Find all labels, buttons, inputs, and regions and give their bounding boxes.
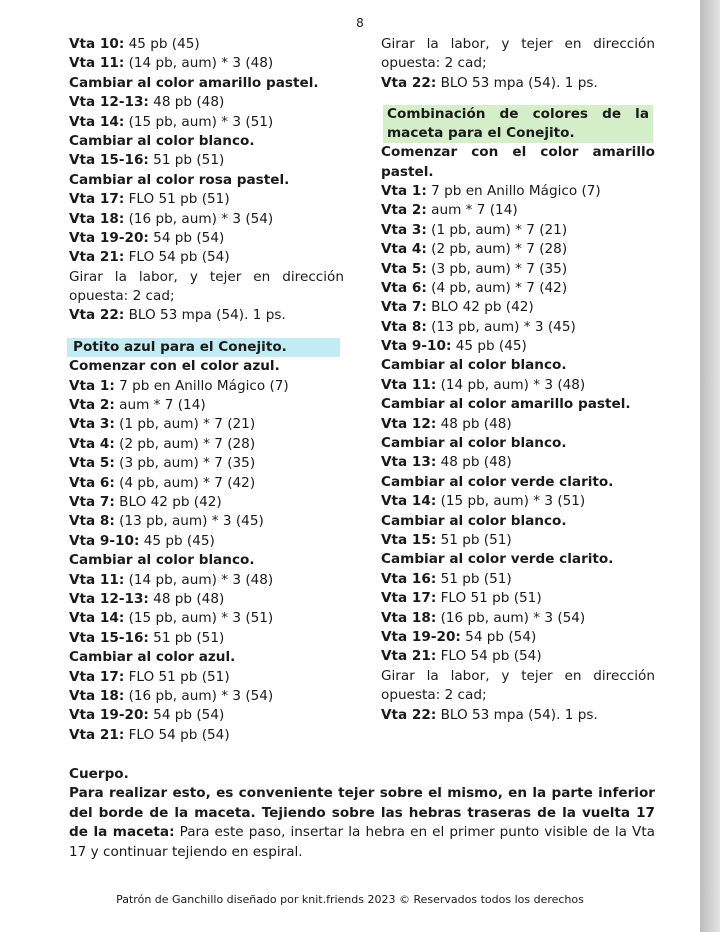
round-instruction (69, 474, 344, 493)
color-instruction: Cambiar al color blanco. (69, 132, 255, 149)
right-top-rows (381, 35, 655, 93)
round-text: FLO 54 pb (54) (124, 249, 230, 266)
text-line: Girar la labor, y tejer en dirección (381, 36, 655, 52)
round-text: (1 pb, aum) * 7 (21) (426, 221, 568, 238)
round-label: Vta 15-16: (69, 629, 149, 646)
round-instruction (381, 376, 655, 395)
potito-heading: Potito azul para el Conejito. (67, 338, 340, 357)
round-instruction (69, 435, 344, 454)
color-instruction: Cambiar al color blanco. (381, 357, 567, 374)
round-text: (2 pb, aum) * 7 (28) (114, 435, 256, 452)
cuerpo-section (69, 765, 656, 860)
round-instruction (69, 35, 344, 54)
round-instruction (69, 629, 344, 648)
round-label: Vta 19-20: (69, 229, 149, 246)
round-instruction (69, 93, 344, 112)
round-label: Vta 7: (69, 493, 115, 510)
round-label: Vta 22: (381, 706, 437, 723)
round-instruction (381, 260, 655, 279)
round-text: aum * 7 (14) (426, 202, 518, 219)
round-text: 45 pb (45) (451, 338, 527, 355)
round-label: Vta 4: (69, 435, 115, 452)
round-label: Vta 11: (69, 55, 125, 72)
round-text: BLO 53 mpa (54). 1 ps. (436, 74, 598, 91)
round-instruction (381, 628, 655, 647)
round-label: Vta 14: (69, 610, 125, 627)
round-instruction (69, 229, 344, 248)
round-label: Vta 6: (69, 474, 115, 491)
round-label: Vta 6: (381, 279, 427, 296)
round-instruction (69, 210, 344, 229)
left-column (69, 35, 344, 745)
round-label: Vta 21: (381, 648, 437, 665)
round-text: 7 pb en Anillo Mágico (7) (426, 182, 601, 199)
round-label: Vta 12-13: (69, 94, 149, 111)
round-label: Vta 14: (381, 493, 437, 510)
text-line: opuesta: 2 cad; (381, 55, 487, 72)
round-text: (14 pb, aum) * 3 (48) (124, 55, 274, 72)
round-instruction (381, 240, 655, 259)
round-label: Vta 15: (381, 531, 437, 548)
color-instruction: Cambiar al color blanco. (69, 552, 255, 569)
round-text: 45 pb (45) (124, 36, 200, 52)
round-instruction (69, 571, 344, 590)
color-instruction: Comenzar con el color azul. (69, 358, 280, 375)
page-edge (700, 0, 720, 932)
color-instruction: pastel. (381, 163, 434, 180)
cuerpo-paragraph (69, 784, 656, 860)
maceta-heading-line-1: Combinación de colores de la (387, 106, 649, 123)
round-instruction (69, 726, 344, 745)
round-instruction (69, 415, 344, 434)
round-label: Vta 18: (69, 210, 125, 227)
round-text: (13 pb, aum) * 3 (45) (114, 513, 264, 530)
color-instruction: Comenzar con el color amarillo (381, 144, 655, 161)
round-text: FLO 51 pb (51) (124, 668, 230, 685)
round-instruction (69, 668, 344, 687)
round-label: Vta 18: (381, 609, 437, 626)
round-text: (2 pb, aum) * 7 (28) (426, 241, 568, 258)
round-label: Vta 18: (69, 687, 125, 704)
round-text: 54 pb (54) (148, 229, 225, 246)
round-instruction (381, 570, 655, 589)
round-instruction (69, 493, 344, 512)
round-instruction (69, 687, 344, 706)
maceta-heading (383, 105, 653, 143)
round-instruction (69, 609, 344, 628)
round-label: Vta 1: (381, 182, 427, 199)
text-line: Girar la labor, y tejer en dirección (381, 667, 655, 684)
round-text: BLO 42 pb (42) (114, 493, 222, 510)
left-column-rows (69, 35, 344, 326)
round-label: Vta 5: (69, 455, 115, 472)
round-text: (14 pb, aum) * 3 (48) (436, 376, 586, 393)
round-text: 51 pb (51) (436, 531, 512, 548)
round-text: 51 pb (51) (436, 570, 512, 587)
round-instruction (381, 201, 655, 220)
round-label: Vta 1: (69, 377, 115, 394)
round-text: FLO 51 pb (51) (436, 590, 542, 607)
round-label: Vta 9-10: (69, 532, 140, 549)
section-spacer (69, 326, 344, 336)
round-text: 48 pb (48) (148, 94, 225, 111)
round-instruction (381, 706, 655, 725)
round-instruction (381, 589, 655, 608)
round-instruction (69, 532, 344, 551)
round-label: Vta 10: (69, 36, 125, 52)
round-instruction (69, 306, 344, 325)
round-text: (16 pb, aum) * 3 (54) (124, 687, 274, 704)
section-spacer (381, 93, 655, 103)
round-instruction (69, 706, 344, 725)
round-text: 45 pb (45) (139, 532, 215, 549)
round-label: Vta 19-20: (381, 628, 461, 645)
round-instruction (381, 74, 655, 93)
round-text: BLO 53 mpa (54). 1 ps. (436, 706, 598, 723)
round-label: Vta 14: (69, 113, 125, 130)
round-text: (15 pb, aum) * 3 (51) (124, 113, 274, 130)
round-instruction (381, 415, 655, 434)
right-column (381, 35, 655, 725)
round-label: Vta 2: (381, 202, 427, 219)
round-label: Vta 12: (381, 415, 437, 432)
round-label: Vta 7: (381, 299, 427, 316)
round-label: Vta 13: (381, 454, 437, 471)
potito-rows (69, 357, 344, 745)
color-instruction: Cambiar al color amarillo pastel. (69, 74, 319, 91)
color-instruction: Cambiar al color verde clarito. (381, 473, 614, 490)
round-label: Vta 22: (381, 74, 437, 91)
round-text: 54 pb (54) (460, 628, 537, 645)
round-instruction (381, 279, 655, 298)
round-label: Vta 19-20: (69, 707, 149, 724)
round-label: Vta 3: (69, 416, 115, 433)
text-line: opuesta: 2 cad; (381, 687, 487, 704)
round-text: 54 pb (54) (148, 707, 225, 724)
round-text: (3 pb, aum) * 7 (35) (426, 260, 568, 277)
maceta-heading-line-2: maceta para el Conejito. (387, 125, 575, 142)
round-label: Vta 17: (69, 668, 125, 685)
round-label: Vta 17: (381, 590, 437, 607)
cuerpo-title: Cuerpo. (69, 766, 129, 782)
round-label: Vta 22: (69, 307, 125, 324)
round-label: Vta 21: (69, 249, 125, 266)
round-text: (4 pb, aum) * 7 (42) (426, 279, 568, 296)
maceta-rows (381, 143, 655, 725)
round-text: (3 pb, aum) * 7 (35) (114, 455, 256, 472)
round-label: Vta 4: (381, 241, 427, 258)
color-instruction: Cambiar al color verde clarito. (381, 551, 614, 568)
round-instruction (69, 54, 344, 73)
round-text: FLO 51 pb (51) (124, 191, 230, 208)
round-instruction (69, 512, 344, 531)
round-label: Vta 21: (69, 726, 125, 743)
round-label: Vta 15-16: (69, 152, 149, 169)
round-instruction (381, 609, 655, 628)
round-instruction (381, 221, 655, 240)
round-instruction (69, 151, 344, 170)
round-text: (4 pb, aum) * 7 (42) (114, 474, 256, 491)
round-text: BLO 42 pb (42) (426, 299, 534, 316)
round-text: aum * 7 (14) (114, 397, 206, 414)
round-label: Vta 2: (69, 397, 115, 414)
round-text: (15 pb, aum) * 3 (51) (436, 493, 586, 510)
round-instruction (381, 318, 655, 337)
round-label: Vta 9-10: (381, 338, 452, 355)
round-instruction (381, 492, 655, 511)
round-text: (1 pb, aum) * 7 (21) (114, 416, 256, 433)
cuerpo-plain-text: Para este paso, insertar la hebra en el primer punto visible de la Vta 17 y continuar tejiendo en espiral. (69, 824, 656, 860)
round-label: Vta 5: (381, 260, 427, 277)
text-line: Girar la labor, y tejer en dirección (69, 268, 344, 285)
round-label: Vta 3: (381, 221, 427, 238)
round-label: Vta 11: (381, 376, 437, 393)
color-instruction: Cambiar al color blanco. (381, 512, 567, 529)
round-text: FLO 54 pb (54) (124, 726, 230, 743)
round-instruction (69, 248, 344, 267)
round-text: (16 pb, aum) * 3 (54) (124, 210, 274, 227)
footer-copyright: Patrón de Ganchillo diseñado por knit.friends 2023 © Reservados todos los derechos (116, 893, 584, 906)
color-instruction: Cambiar al color azul. (69, 649, 236, 666)
round-instruction (69, 396, 344, 415)
round-instruction (69, 590, 344, 609)
color-instruction: Cambiar al color blanco. (381, 435, 567, 452)
round-text: (15 pb, aum) * 3 (51) (124, 610, 274, 627)
round-label: Vta 8: (69, 513, 115, 530)
round-text: 51 pb (51) (148, 629, 225, 646)
round-label: Vta 16: (381, 570, 437, 587)
round-instruction (381, 453, 655, 472)
round-instruction (69, 113, 344, 132)
cuerpo-bold-text: Para realizar esto, es conveniente tejer sobre el mismo, en la parte inferior del borde de la maceta. Tejiendo sobre las hebras traseras de la vuelta 17 de la maceta: (69, 785, 655, 841)
text-line: opuesta: 2 cad; (69, 288, 175, 305)
color-instruction: Cambiar al color rosa pastel. (69, 171, 290, 188)
round-instruction (69, 190, 344, 209)
round-text: FLO 54 pb (54) (436, 648, 542, 665)
round-instruction (69, 377, 344, 396)
round-instruction (381, 182, 655, 201)
color-instruction: Cambiar al color amarillo pastel. (381, 396, 631, 413)
round-text: BLO 53 mpa (54). 1 ps. (124, 307, 286, 324)
round-label: Vta 17: (69, 191, 125, 208)
round-text: (14 pb, aum) * 3 (48) (124, 571, 274, 588)
round-instruction (69, 454, 344, 473)
round-label: Vta 12-13: (69, 590, 149, 607)
round-text: 48 pb (48) (436, 454, 512, 471)
round-label: Vta 8: (381, 318, 427, 335)
round-text: 48 pb (48) (148, 590, 225, 607)
round-text: 7 pb en Anillo Mágico (7) (114, 377, 289, 394)
round-text: (16 pb, aum) * 3 (54) (436, 609, 586, 626)
round-text: (13 pb, aum) * 3 (45) (426, 318, 576, 335)
round-instruction (381, 337, 655, 356)
page-number: 8 (356, 16, 364, 30)
round-label: Vta 11: (69, 571, 125, 588)
round-instruction (381, 298, 655, 317)
round-text: 48 pb (48) (436, 415, 512, 432)
round-instruction (381, 647, 655, 666)
round-text: 51 pb (51) (148, 152, 225, 169)
round-instruction (381, 531, 655, 550)
